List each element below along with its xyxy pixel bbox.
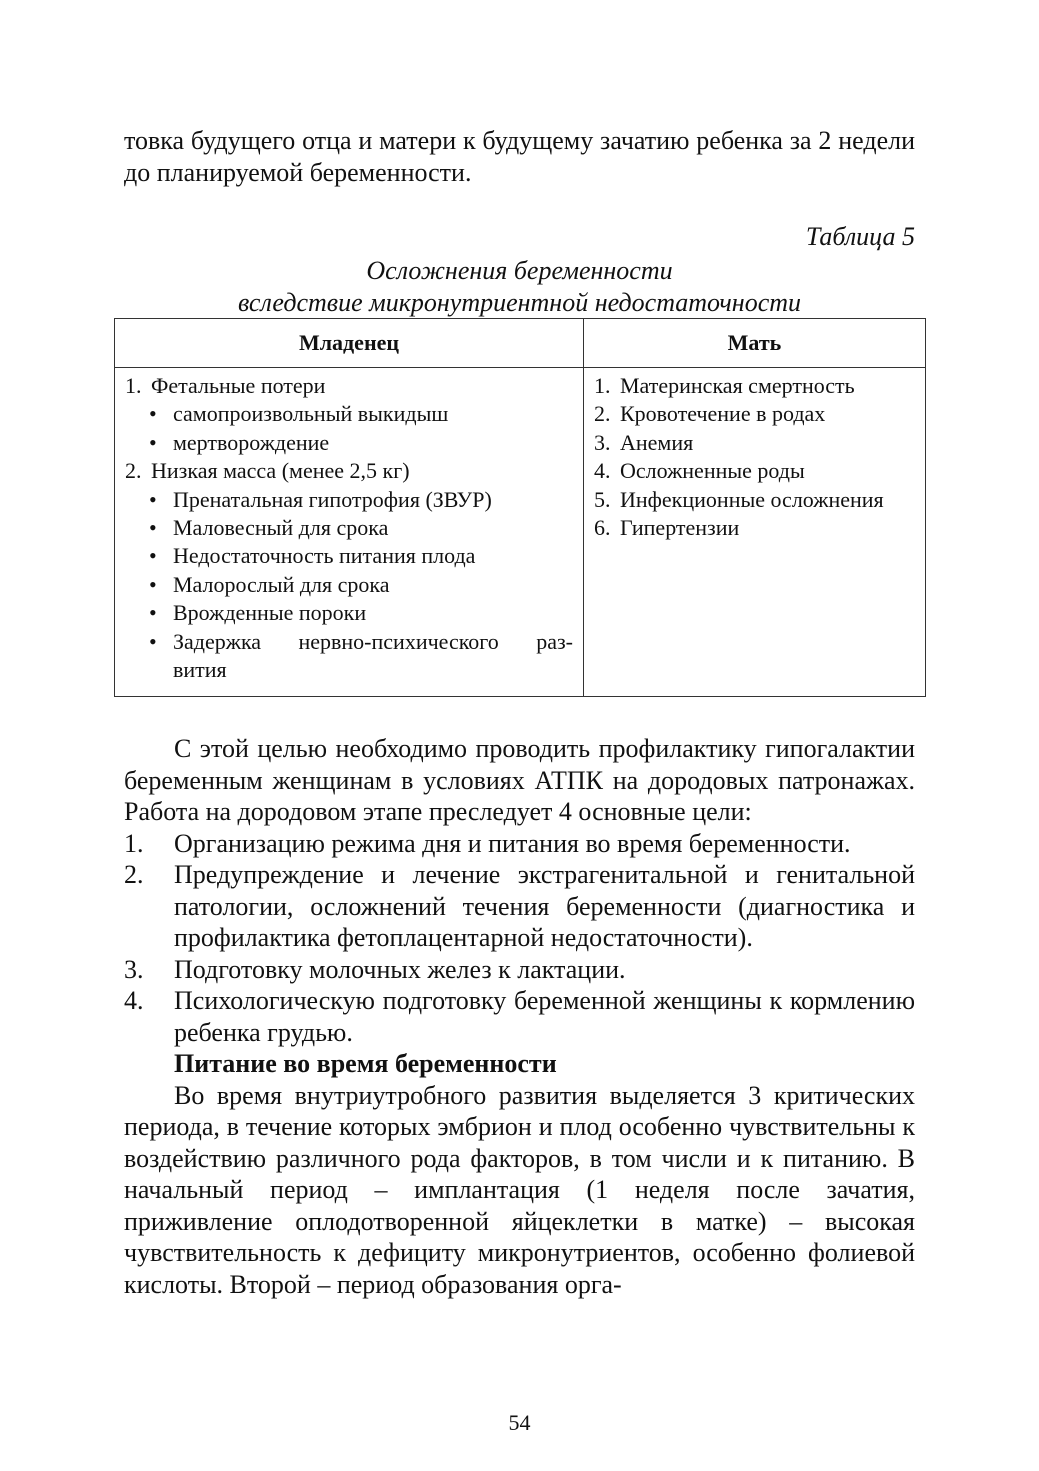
paragraph: Во время внутриутробного развития выделяется 3 критических периода, в течение которых эмбрион и плод особенно чувствительны к воздействию различного рода факторов, в том числи и к питанию. В начальный период – имплантация (1 неделя после зачатия, приживление оплодотворенной яйцеклетки в матке) – высокая чувствительность к дефициту микронутриентов, особенно фолиевой кислоты. Второй – период образования орга- (124, 1080, 915, 1299)
infant-cell (115, 368, 584, 697)
bullet-icon: • (149, 486, 157, 512)
list-number: 5. (594, 486, 611, 512)
goal-item (124, 828, 915, 860)
table-title-line-2: вследствие микронутриентной недостаточности (237, 288, 802, 317)
header-infant: Младенец (115, 319, 584, 368)
bullet-icon: • (149, 571, 157, 597)
list-item (594, 457, 915, 485)
goal-text: Предупреждение и лечение экстрагенитальной и генитальной патологии, осложнений течения беременности (диагностика и профилактика фетоплацентарной недостаточности). (174, 860, 915, 952)
bullet-item (125, 514, 573, 542)
list-number: 1. (125, 373, 142, 398)
bullet-text: Врожденные пороки (173, 600, 367, 626)
goal-number: 4. (124, 986, 144, 1015)
bullet-icon: • (149, 401, 157, 427)
goal-item (124, 985, 915, 1048)
goal-text: Подготовку молочных желез к лактации. (174, 954, 626, 984)
list-text: Анемия (620, 429, 694, 455)
list-text: Материнская смертность (620, 373, 855, 398)
list-text: Инфекционные осложнения (620, 486, 884, 512)
list-item (594, 514, 915, 542)
list-text: Низкая масса (менее 2,5 кг) (151, 458, 410, 484)
goal-text: Психологическую подготовку беременной женщины к кормлению ребенка грудью. (174, 986, 915, 1047)
bullet-text: Маловесный для срока (173, 515, 389, 541)
list-number: 3. (594, 429, 611, 455)
bullet-icon: • (149, 429, 157, 455)
bullet-item (125, 628, 573, 656)
list-number: 2. (594, 401, 611, 427)
table-caption (124, 255, 915, 319)
bullet-icon: • (149, 628, 157, 654)
bullet-text: Недостаточность питания плода (173, 543, 476, 569)
bullet-icon: • (149, 515, 157, 541)
complications-table (114, 318, 926, 697)
bullet-item (125, 400, 573, 428)
bullet-item (125, 571, 573, 599)
goal-number: 2. (124, 860, 144, 889)
list-text: Фетальные потери (151, 373, 326, 398)
table-title-line-1: Осложнения беременности (366, 256, 673, 285)
bullet-text: вития (173, 657, 227, 683)
bullet-item (125, 599, 573, 627)
bullet-icon: • (149, 600, 157, 626)
list-number: 6. (594, 515, 611, 541)
bullet-text: самопроизвольный выкидыш (173, 401, 449, 427)
list-item (594, 429, 915, 457)
bullet-text: Пренатальная гипотрофия (ЗВУР) (173, 486, 492, 512)
header-mother: Мать (584, 319, 926, 368)
list-item (594, 372, 915, 400)
list-number: 2. (125, 458, 142, 484)
bullet-text: Малорослый для срока (173, 571, 390, 597)
bullet-text: мертворождение (173, 429, 330, 455)
list-number: 4. (594, 458, 611, 484)
list-number: 1. (594, 373, 611, 398)
intro-paragraph: товка будущего отца и матери к будущему зачатию ребенка за 2 недели до планируемой беременности. (124, 126, 915, 187)
bullet-icon: • (149, 543, 157, 569)
list-item (125, 457, 573, 485)
goal-number: 3. (124, 954, 144, 984)
table-number: Таблица 5 (805, 222, 915, 251)
goal-item (124, 954, 915, 986)
section-heading: Питание во время беременности (174, 1049, 557, 1078)
goal-item (124, 859, 915, 954)
list-item (594, 400, 915, 428)
body-text (124, 733, 915, 1300)
list-text: Гипертензии (620, 515, 740, 541)
goal-number: 1. (124, 828, 144, 858)
goal-text: Организацию режима дня и питания во время беременности. (174, 828, 851, 858)
bullet-text: Задержка нервно-психического раз- (173, 628, 573, 654)
bullet-continuation (125, 656, 573, 684)
list-text: Осложненные роды (620, 458, 805, 484)
list-text: Кровотечение в родах (620, 401, 826, 427)
bullet-item (125, 429, 573, 457)
table-body-row (115, 368, 926, 697)
list-item (125, 372, 573, 400)
page-number: 54 (508, 1410, 531, 1435)
bullet-item (125, 486, 573, 514)
bullet-item (125, 542, 573, 570)
paragraph: С этой целью необходимо проводить профилактику гипогалактии беременным женщинам в условиях АТПК на дородовых патронажах. Работа на дородовом этапе преследует 4 основные цели: (124, 734, 915, 826)
list-item (594, 486, 915, 514)
mother-cell (584, 368, 926, 697)
table-header-row (115, 319, 926, 368)
